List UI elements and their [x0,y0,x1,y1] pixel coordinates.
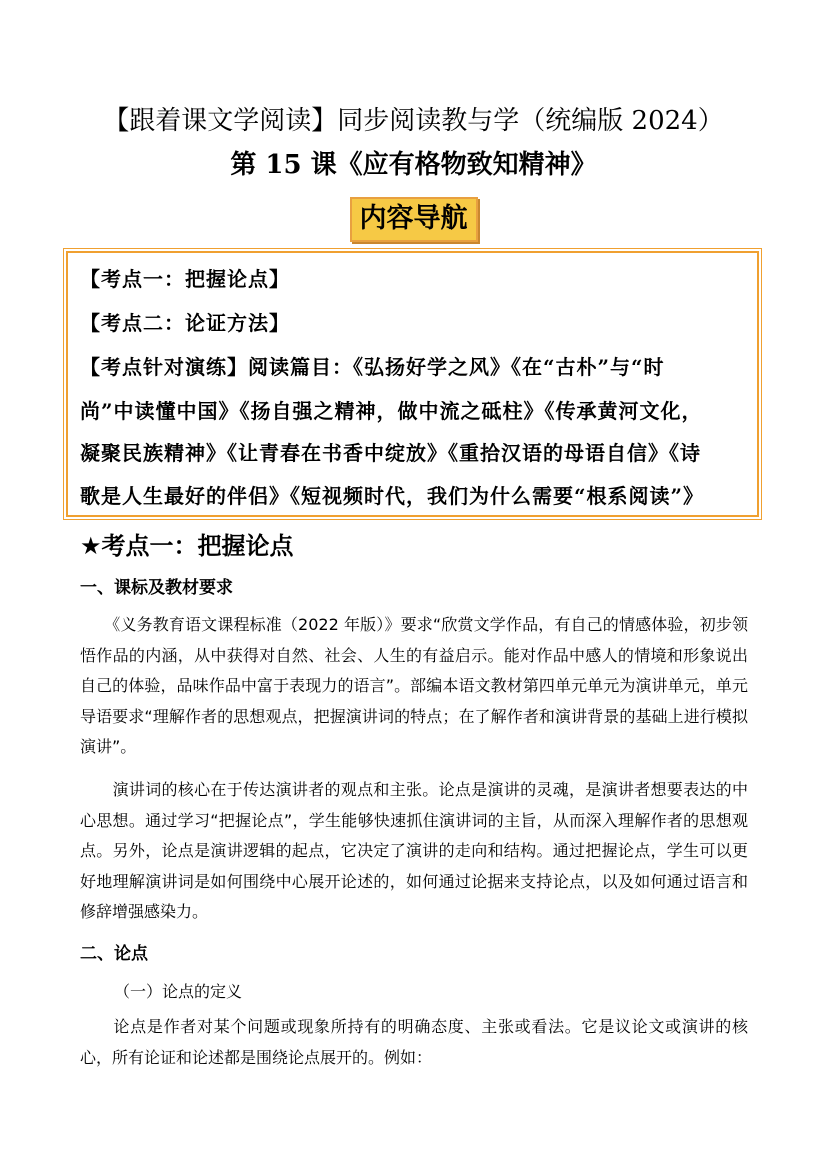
section-heading: ★考点一：把握论点 [80,532,294,560]
nav-line-articles-4: 歌是人生最好的伴侣》《短视频时代，我们为什么需要“根系阅读”》 [80,484,705,508]
paragraph-curriculum: 《义务教育语文课程标准（2022 年版）》要求“欣赏文学作品，有自己的情感体验，初步领悟作品的内涵，从中获得对自然、社会、人生的有益启示。能对作品中感人的情境和形象说出自己的体验，品味作品中富于表现力的语言”。部编本语文教材第四单元单元为演讲单元，单元导语要求“理解作者的思想观点，把握演讲词的特点；在了解作者和演讲背景的基础上进行模拟演讲”。 [80,615,748,756]
paragraph-speech-core: 演讲词的核心在于传达演讲者的观点和主张。论点是演讲的灵魂，是演讲者想要表达的中心思想。通过学习“把握论点”，学生能够快速抓住演讲词的主旨，从而深入理解作者的思想观点。另外，论点是演讲逻辑的起点，它决定了演讲的走向和结构。通过把握论点，学生可以更好地理解演讲词是如何围绕中心展开论述的，如何通过论据来支持论点，以及如何通过语言和修辞增强感染力。 [80,780,748,921]
nav-line-kaodian2: 【考点二：论证方法】 [80,311,290,335]
content-nav-badge: 内容导航 [350,197,478,242]
nav-line-kaodian1: 【考点一：把握论点】 [80,267,290,291]
lesson-title: 第 15 课《应有格物致知精神》 [230,150,597,180]
subsection-heading-requirements: 一、课标及教材要求 [80,578,233,598]
nav-line-practice: 【考点针对演练】阅读篇目：《弘扬好学之风》《在“古朴”与“时 [80,355,665,379]
nav-line-articles-2: 尚”中读懂中国》《扬自强之精神，做中流之砥柱》《传承黄河文化， [80,399,703,423]
document-title: 【跟着课文学阅读】同步阅读教与学（统编版 2024） [103,106,724,136]
content-nav-box [66,251,759,517]
subitem-definition: （一）论点的定义 [114,982,243,1001]
subsection-heading-argument: 二、论点 [80,944,148,964]
paragraph-definition: 论点是作者对某个问题或现象所持有的明确态度、主张或看法。它是议论文或演讲的核心，所有论证和论述都是围绕论点展开的。例如： [80,1017,748,1067]
nav-line-articles-3: 凝聚民族精神》《让青春在书香中绽放》《重拾汉语的母语自信》《诗 [80,441,701,465]
nav-badge-wrap [0,197,827,242]
